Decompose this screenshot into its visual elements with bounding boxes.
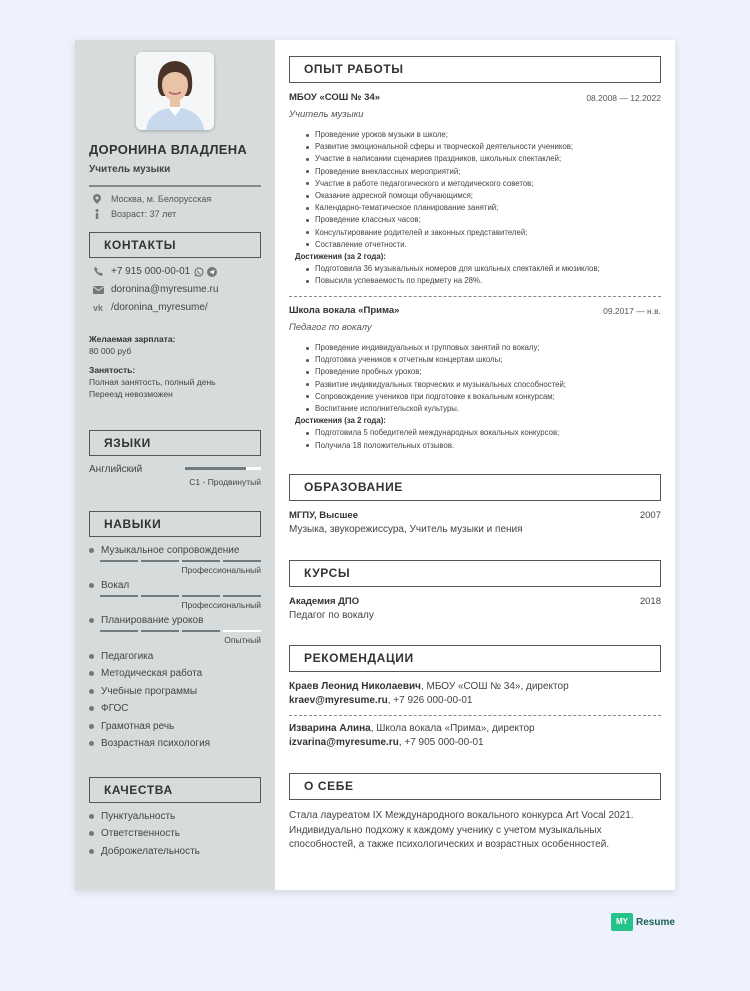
skill-name: ФГОС bbox=[101, 703, 129, 714]
phone-number[interactable]: +7 915 000-00-01 bbox=[111, 266, 191, 277]
sidebar bbox=[75, 40, 275, 890]
skill-level-segment bbox=[182, 595, 220, 597]
experience-heading: ОПЫТ РАБОТЫ bbox=[289, 56, 661, 83]
language-level: C1 - Продвинутый bbox=[189, 477, 261, 487]
quality-name: Доброжелательность bbox=[101, 846, 200, 857]
duty-item: Календарно-тематическое планирование занятий; bbox=[305, 202, 600, 214]
job-duties bbox=[295, 129, 600, 288]
age-row bbox=[89, 209, 176, 219]
skill-level-segment bbox=[100, 560, 138, 562]
language-level-bar bbox=[185, 467, 261, 470]
education-school: МГПУ, Высшее bbox=[289, 510, 358, 521]
skill-item bbox=[89, 703, 128, 714]
skill-name: Педагогика bbox=[101, 651, 154, 662]
skill-name: Музыкальное сопровождение bbox=[101, 545, 240, 556]
whatsapp-icon[interactable] bbox=[194, 267, 204, 277]
skill-level-bar bbox=[100, 595, 261, 597]
achievements-label: Достижения (за 2 года): bbox=[295, 252, 386, 262]
job-org: МБОУ «СОШ № 34» bbox=[289, 92, 381, 103]
duty-item: Проведение пробных уроков; bbox=[305, 366, 566, 378]
skill-level-segment bbox=[141, 595, 179, 597]
job-dates: 08.2008 — 12.2022 bbox=[586, 93, 661, 103]
bullet-icon bbox=[89, 706, 94, 711]
skill-item bbox=[89, 668, 202, 679]
recommender-org: , Школа вокала «Прима», директор bbox=[370, 723, 535, 734]
quality-item bbox=[89, 846, 200, 857]
resume-page bbox=[75, 40, 675, 890]
bullet-icon bbox=[89, 849, 94, 854]
skill-name: Вокал bbox=[101, 580, 130, 591]
duty-item: Консультирование родителей и законных представителей; bbox=[305, 227, 600, 239]
quality-name: Ответственность bbox=[101, 828, 180, 839]
info-icon bbox=[89, 209, 105, 219]
bullet-icon bbox=[89, 654, 94, 659]
phone-row bbox=[89, 266, 217, 277]
duty-item: Проведение внеклассных мероприятий; bbox=[305, 166, 600, 178]
skill-level-segment bbox=[141, 630, 179, 632]
duty-item: Воспитание исполнительской культуры. bbox=[305, 403, 566, 415]
courses-heading: КУРСЫ bbox=[289, 560, 661, 587]
duty-item: Проведение уроков музыки в школе; bbox=[305, 129, 600, 141]
recommender-phone: , +7 926 000-00-01 bbox=[387, 695, 473, 706]
location-text: Москва, м. Белорусская bbox=[111, 194, 212, 204]
bullet-icon bbox=[89, 689, 94, 694]
quality-name: Пунктуальность bbox=[101, 811, 176, 822]
achievement-item: Подготовила 36 музыкальных номеров для школьных спектаклей и мюзиклов; bbox=[305, 263, 600, 275]
phone-icon bbox=[89, 267, 107, 276]
skill-item bbox=[89, 580, 129, 591]
skill-item bbox=[89, 651, 153, 662]
bullet-icon bbox=[89, 671, 94, 676]
recommender-contact bbox=[289, 737, 484, 748]
telegram-icon[interactable] bbox=[207, 267, 217, 277]
skill-level-segment bbox=[182, 630, 220, 632]
achievement-item: Получила 18 положительных отзывов. bbox=[305, 440, 566, 452]
skills-heading: НАВЫКИ bbox=[89, 511, 261, 537]
duty-item: Проведение индивидуальных и групповых занятий по вокалу; bbox=[305, 342, 566, 354]
skill-level-segment bbox=[223, 630, 261, 632]
skill-level-segment bbox=[223, 560, 261, 562]
about-heading: О СЕБЕ bbox=[289, 773, 661, 800]
bullet-icon bbox=[89, 724, 94, 729]
skill-level-segment bbox=[141, 560, 179, 562]
duty-item: Участие в написании сценариев праздников, школьных спектаклей; bbox=[305, 153, 600, 165]
duty-item: Участие в работе педагогического и методического советов; bbox=[305, 178, 600, 190]
duty-item: Развитие индивидуальных творческих и музыкальных способностей; bbox=[305, 379, 566, 391]
skill-item bbox=[89, 738, 210, 749]
relocation: Переезд невозможен bbox=[89, 389, 173, 399]
skill-name: Учебные программы bbox=[101, 686, 198, 697]
myresume-logo[interactable] bbox=[611, 913, 675, 931]
education-year: 2007 bbox=[639, 510, 661, 521]
recommender-contact bbox=[289, 695, 473, 706]
email-row bbox=[89, 284, 218, 295]
bullet-icon bbox=[89, 548, 94, 553]
vk-row bbox=[89, 302, 208, 313]
job-dates: 09.2017 — н.в. bbox=[603, 306, 661, 316]
vk-icon: vk bbox=[92, 302, 103, 313]
job-position: Педагог по вокалу bbox=[289, 322, 372, 333]
skill-item bbox=[89, 686, 197, 697]
email-link[interactable]: doronina@myresume.ru bbox=[111, 284, 219, 295]
job-org: Школа вокала «Прима» bbox=[289, 305, 400, 316]
duty-item: Составление отчетности. bbox=[305, 239, 600, 251]
skill-level-segment bbox=[182, 560, 220, 562]
recommender-org: , МБОУ «СОШ № 34», директор bbox=[420, 681, 569, 692]
location-row bbox=[89, 194, 211, 204]
achievements-label: Достижения (за 2 года): bbox=[295, 416, 386, 426]
skill-level: Профессиональный bbox=[181, 565, 261, 575]
salary-value: 80 000 руб bbox=[89, 346, 132, 356]
bullet-icon bbox=[89, 741, 94, 746]
duty-item: Подготовка учеников к отчетным концертам школы; bbox=[305, 354, 566, 366]
skill-level-segment bbox=[100, 630, 138, 632]
qualities-heading: КАЧЕСТВА bbox=[89, 777, 261, 803]
recommender-phone: , +7 905 000-00-01 bbox=[398, 737, 484, 748]
skill-item bbox=[89, 721, 174, 732]
vk-link[interactable]: /doronina_myresume/ bbox=[111, 302, 208, 313]
skill-name: Грамотная речь bbox=[101, 721, 175, 732]
job-duties bbox=[295, 342, 566, 452]
education-desc: Музыка, звукорежиссура, Учитель музыки и пения bbox=[289, 524, 523, 535]
duty-item: Проведение классных часов; bbox=[305, 214, 600, 226]
logo-text: Resume bbox=[636, 916, 675, 928]
course-school: Академия ДПО bbox=[289, 596, 360, 607]
recommender-line bbox=[289, 723, 535, 734]
skill-level-bar bbox=[100, 630, 261, 632]
envelope-icon bbox=[89, 286, 107, 294]
job-position: Учитель музыки bbox=[289, 109, 364, 120]
skill-name: Возрастная психология bbox=[101, 738, 211, 749]
profile-photo bbox=[136, 52, 214, 130]
divider bbox=[289, 715, 661, 716]
logo-badge: MY bbox=[611, 913, 633, 931]
skill-item bbox=[89, 615, 203, 626]
employment-type: Полная занятость, полный день bbox=[89, 377, 216, 387]
skill-name: Методическая работа bbox=[101, 668, 203, 679]
course-desc: Педагог по вокалу bbox=[289, 610, 374, 621]
contacts-heading: КОНТАКТЫ bbox=[89, 232, 261, 258]
recommender-email[interactable]: kraev@myresume.ru bbox=[289, 695, 388, 706]
age-text: Возраст: 37 лет bbox=[111, 209, 177, 219]
course-year: 2018 bbox=[639, 596, 661, 607]
education-heading: ОБРАЗОВАНИЕ bbox=[289, 474, 661, 501]
job-title: Учитель музыки bbox=[89, 164, 171, 175]
recommender-name: Краев Леонид Николаевич bbox=[289, 681, 421, 692]
about-text: Стала лауреатом IX Международного вокального конкурса Art Vocal 2021. Индивидуально подхожу к каждому ученику с учетом музыкальных способностей, а также психологических и возрастных особенностей. bbox=[289, 810, 634, 850]
skill-level-bar bbox=[100, 560, 261, 562]
recommender-line bbox=[289, 681, 569, 692]
achievement-item: Подготовила 5 победителей международных вокальных конкурсов; bbox=[305, 427, 566, 439]
duty-item: Оказание адресной помощи обучающимся; bbox=[305, 190, 600, 202]
skill-level: Опытный bbox=[224, 635, 261, 645]
languages-heading: ЯЗЫКИ bbox=[89, 430, 261, 456]
skill-level-segment bbox=[223, 595, 261, 597]
recommender-email[interactable]: izvarina@myresume.ru bbox=[289, 737, 399, 748]
recommender-name: Изварина Алина bbox=[289, 723, 371, 734]
bullet-icon bbox=[89, 831, 94, 836]
duty-item: Развитие эмоциональной сферы и творческой деятельности учеников; bbox=[305, 141, 600, 153]
language-name: Английский bbox=[89, 464, 143, 475]
skill-level-segment bbox=[100, 595, 138, 597]
salary-label: Желаемая зарплата: bbox=[89, 334, 176, 344]
bullet-icon bbox=[89, 583, 94, 588]
skill-level: Профессиональный bbox=[181, 600, 261, 610]
employment-label: Занятость: bbox=[89, 365, 136, 375]
quality-item bbox=[89, 811, 175, 822]
main-content bbox=[275, 40, 675, 890]
skill-name: Планирование уроков bbox=[101, 615, 204, 626]
full-name: ДОРОНИНА ВЛАДЛЕНА bbox=[89, 142, 248, 157]
achievement-item: Повысила успеваемость по предмету на 28%. bbox=[305, 275, 600, 287]
duty-item: Сопровождение учеников при подготовке к вокальным конкурсам; bbox=[305, 391, 566, 403]
language-level-fill bbox=[185, 467, 246, 470]
divider bbox=[289, 296, 661, 297]
bullet-icon bbox=[89, 618, 94, 623]
map-pin-icon bbox=[89, 194, 105, 204]
recommendations-heading: РЕКОМЕНДАЦИИ bbox=[289, 645, 661, 672]
skill-item bbox=[89, 545, 239, 556]
bullet-icon bbox=[89, 814, 94, 819]
quality-item bbox=[89, 828, 180, 839]
divider bbox=[89, 185, 261, 187]
